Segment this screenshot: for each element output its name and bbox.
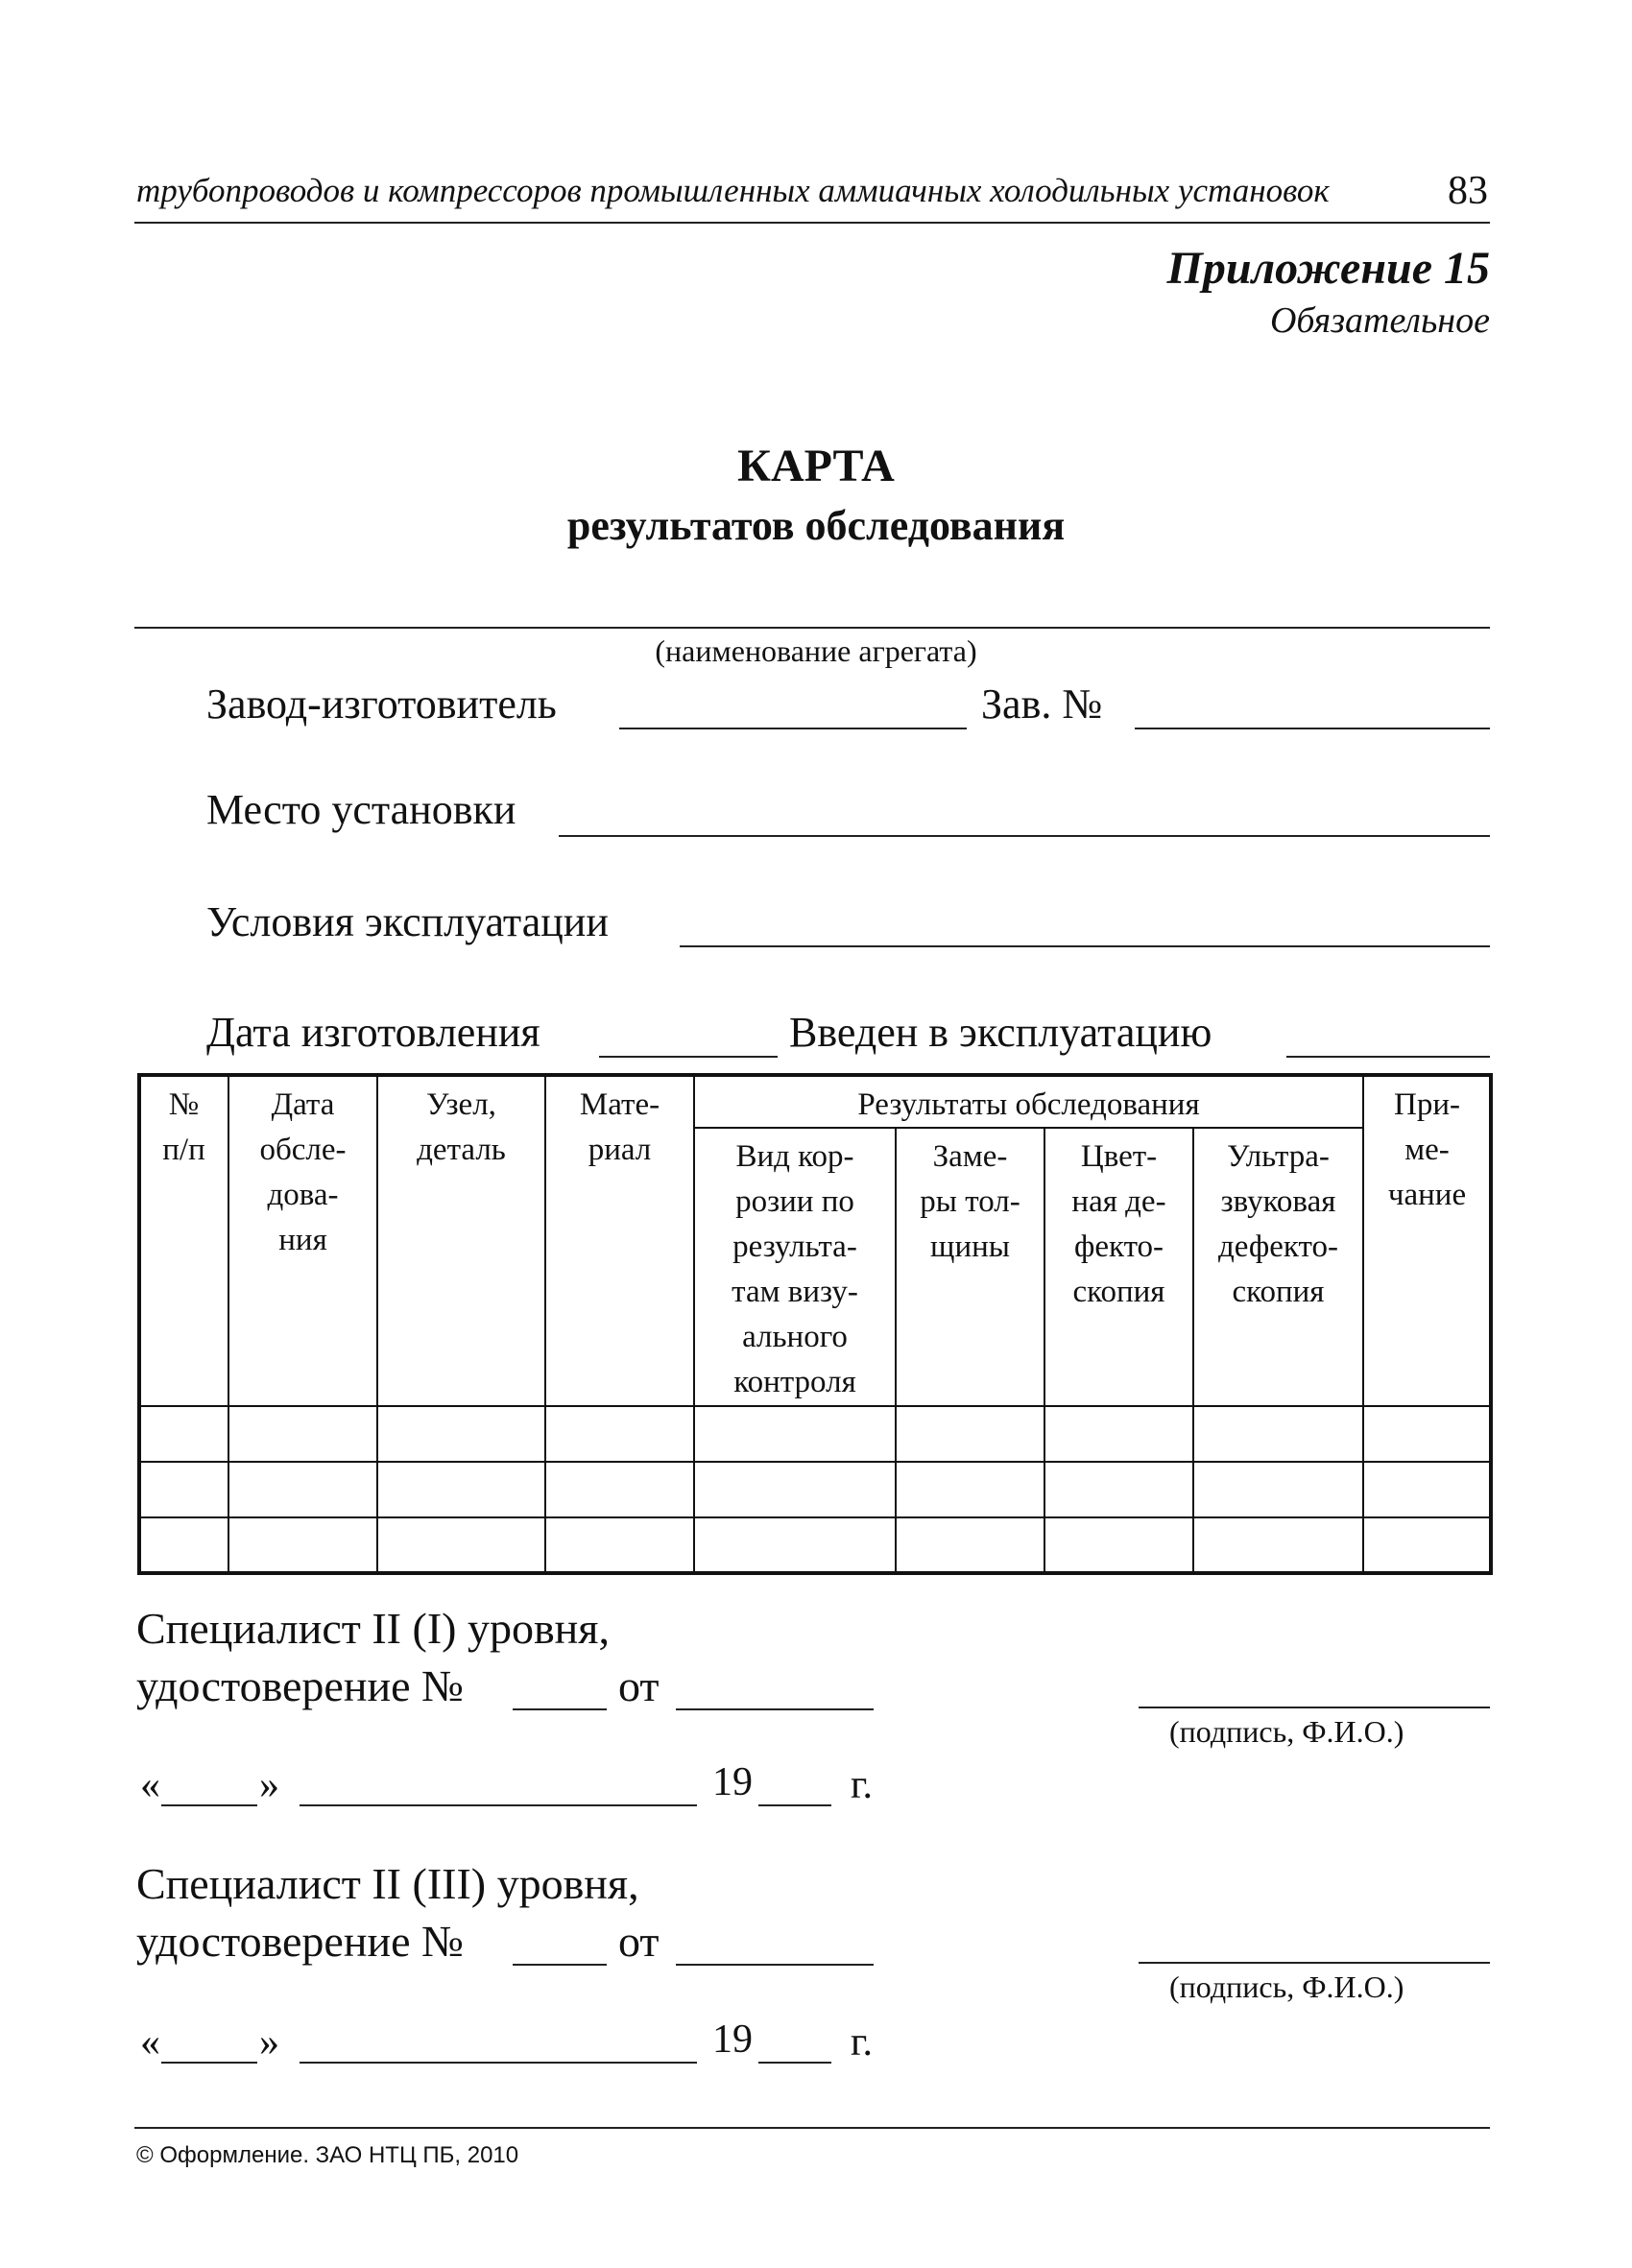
specialist-2-month-field[interactable]: [300, 2062, 697, 2064]
specialist-2-from-label: от: [618, 1917, 660, 1966]
serial-number-field[interactable]: [1135, 728, 1490, 729]
running-title: трубопроводов и компрессоров промышленных аммиачных холодильных установок: [136, 172, 1330, 209]
serial-number-label: Зав. №: [981, 680, 1103, 728]
specialist-1-quote-close: »: [259, 1763, 279, 1807]
specialist-1-cert-label: удостоверение №: [136, 1661, 464, 1710]
conditions-field[interactable]: [680, 945, 1490, 947]
specialist-2-cert-number-field[interactable]: [513, 1964, 607, 1966]
table-row[interactable]: [141, 1408, 1489, 1461]
specialist-1-day-field[interactable]: [161, 1804, 257, 1806]
document-title: КАРТА: [737, 441, 895, 491]
footer-divider: [134, 2127, 1490, 2129]
commissioned-label: Введен в эксплуатацию: [789, 1009, 1212, 1056]
conditions-label: Условия эксплуатации: [206, 898, 609, 945]
document-subtitle: результатов обследования: [566, 502, 1066, 549]
table-row[interactable]: [141, 1519, 1489, 1571]
header-node: Узел, деталь: [417, 1087, 506, 1167]
unit-name-caption: (наименование агрегата): [655, 633, 977, 668]
specialist-1-year-field[interactable]: [758, 1804, 831, 1806]
specialist-2-signature-caption: (подпись, Ф.И.О.): [1169, 1970, 1404, 2004]
running-header: [134, 168, 1490, 224]
specialist-2-day-field[interactable]: [161, 2062, 257, 2064]
location-label: Место установки: [206, 786, 516, 833]
specialist-1-year-suffix: г.: [851, 1763, 873, 1807]
specialist-2-cert-label: удостоверение №: [136, 1917, 464, 1966]
footer-copyright: © Оформление. ЗАО НТЦ ПБ, 2010: [136, 2142, 519, 2168]
specialist-1-from-label: от: [618, 1661, 660, 1710]
manufacture-date-label: Дата изготовления: [206, 1009, 540, 1056]
commissioned-field[interactable]: [1286, 1056, 1490, 1058]
specialist-1-year-prefix: 19: [712, 1760, 753, 1804]
specialist-1-cert-number-field[interactable]: [513, 1708, 607, 1710]
manufacture-date-field[interactable]: [599, 1056, 778, 1058]
specialist-1-quote-open: «: [140, 1763, 160, 1807]
header-results: Результаты обследования: [857, 1087, 1200, 1122]
appendix-label: Приложение 15: [1166, 243, 1490, 294]
header-material: Мате- риал: [579, 1087, 660, 1167]
header-visual-corrosion: Вид кор- розии по результа- там визу- ального контроля: [732, 1139, 858, 1399]
specialist-2-year-suffix: г.: [851, 2020, 873, 2065]
specialist-1-month-field[interactable]: [300, 1804, 697, 1806]
appendix-status: Обязательное: [1269, 300, 1490, 341]
manufacturer-label: Завод-изготовитель: [206, 680, 557, 728]
header-inspection-date: Дата обсле- дова- ния: [259, 1087, 347, 1257]
header-ultrasonic-defectoscopy: Ультра- звуковая дефекто- скопия: [1218, 1139, 1338, 1309]
specialist-2-year-prefix: 19: [712, 2017, 753, 2062]
specialist-2-title: Специалист II (III) уровня,: [136, 1859, 639, 1908]
header-note: При- ме- чание: [1387, 1087, 1467, 1212]
specialist-2-quote-open: «: [140, 2020, 160, 2065]
header-number: № п/п: [162, 1087, 205, 1167]
table-row[interactable]: [141, 1464, 1489, 1516]
specialist-2-quote-close: »: [259, 2020, 279, 2065]
specialist-1-signature-caption: (подпись, Ф.И.О.): [1169, 1714, 1404, 1749]
header-thickness: Заме- ры тол- щины: [920, 1139, 1020, 1264]
specialist-2-cert-date-field[interactable]: [676, 1964, 874, 1966]
specialist-2-signature-field[interactable]: [1139, 1962, 1490, 1964]
manufacturer-field[interactable]: [619, 728, 967, 729]
location-field[interactable]: [559, 835, 1490, 837]
specialist-1-signature-field[interactable]: [1139, 1707, 1490, 1708]
specialist-1-cert-date-field[interactable]: [676, 1708, 874, 1710]
specialist-2-year-field[interactable]: [758, 2062, 831, 2064]
header-color-defectoscopy: Цвет- ная де- фекто- скопия: [1071, 1139, 1166, 1309]
specialist-1-title: Специалист II (I) уровня,: [136, 1604, 610, 1653]
unit-name-field[interactable]: [134, 627, 1490, 629]
page-number: 83: [1448, 169, 1488, 213]
